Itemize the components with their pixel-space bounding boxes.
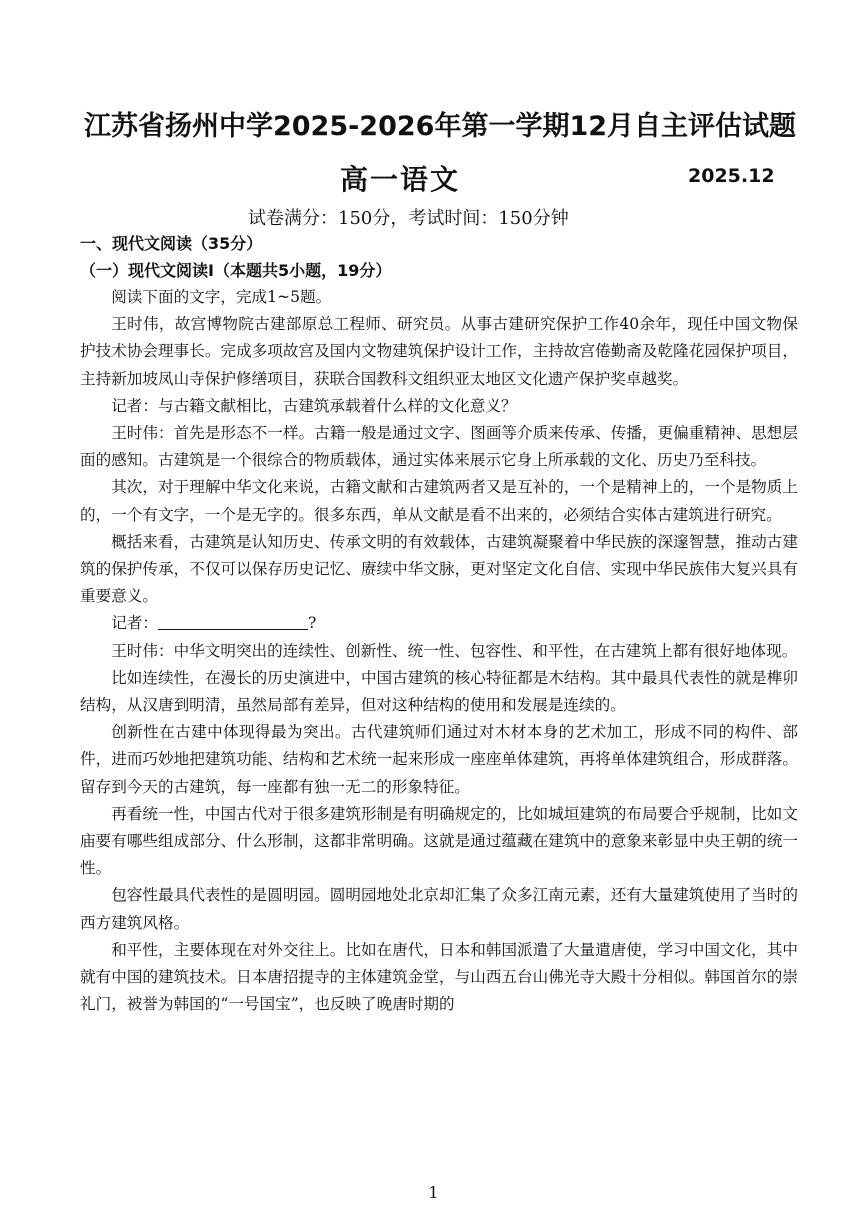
reading-passage bbox=[80, 284, 798, 1018]
page-number: 1 bbox=[428, 1183, 439, 1202]
subject-title: 高一语文 bbox=[340, 163, 461, 196]
question-blank-paragraph bbox=[80, 610, 798, 637]
instruction-paragraph: 阅读下面的文字，完成1~5题。 bbox=[111, 288, 332, 306]
passage-paragraph: 王时伟，故宫博物院古建部原总工程师、研究员。从事古建研究保护工作40余年，现任中国文物保护技术协会理事长。完成多项故宫及国内文物建筑保护设计工作，主持故宫倦勤斋及乾隆花园保护项目，主持新加坡凤山寺保护修缮项目，获联合国教科文组织亚太地区文化遗产保护奖卓越奖。 bbox=[80, 315, 798, 388]
subsection-heading: （一）现代文阅读Ⅰ（本题共5小题，19分） bbox=[80, 261, 392, 280]
passage-paragraph: 其次，对于理解中华文化来说，古籍文献和古建筑两者又是互补的，一个是精神上的，一个是物质上的，一个有文字，一个是无字的。很多东西，单从文献是看不出来的，必须结合实体古建筑进行研究。 bbox=[80, 478, 798, 524]
answer-blank bbox=[158, 614, 308, 631]
exam-info: 试卷满分：150分，考试时间：150分钟 bbox=[248, 208, 569, 229]
passage-paragraph: 再看统一性，中国古代对于很多建筑形制是有明确规定的，比如城垣建筑的布局要合乎规制，比如文庙要有哪些组成部分、什么形制，这都非常明确。这就是通过蕴藏在建筑中的意象来彰显中央王朝的统一性。 bbox=[80, 804, 798, 878]
passage-paragraph: 比如连续性，在漫长的历史演进中，中国古建筑的核心特征都是木结构。其中最具代表性的就是榫卯结构，从汉唐到明清，虽然局部有差异，但对这种结构的使用和发展是连续的。 bbox=[80, 668, 798, 715]
section-heading: 一、现代文阅读（35分） bbox=[80, 234, 263, 253]
passage-paragraph: 王时伟：中华文明突出的连续性、创新性、统一性、包容性、和平性，在古建筑上都有很好地体现。 bbox=[111, 641, 798, 660]
passage-paragraph: 概括来看，古建筑是认知历史、传承文明的有效载体，古建筑凝聚着中华民族的深邃智慧，推动古建筑的保护传承，不仅可以保存历史记忆、赓续中华文脉，更对坚定文化自信、实现中华民族伟大复兴具有重要意义。 bbox=[80, 532, 798, 606]
exam-title: 江苏省扬州中学2025-2026年第一学期12月自主评估试题 bbox=[83, 111, 797, 142]
passage-paragraph: 包容性最具代表性的是圆明园。圆明园地处北京却汇集了众多江南元素，还有大量建筑使用了当时的西方建筑风格。 bbox=[80, 886, 798, 932]
blank-suffix: ? bbox=[307, 614, 317, 633]
passage-paragraph: 创新性在古建中体现得最为突出。古代建筑师们通过对木材本身的艺术加工，形成不同的构件、部件，进而巧妙地把建筑功能、结构和艺术统一起来形成一座座单体建筑，再将单体建筑组合，形成群落。留存到今天的古建筑，每一座都有独一无二的形象特征。 bbox=[80, 723, 798, 796]
passage-paragraph: 王时伟：首先是形态不一样。古籍一般是通过文字、图画等介质来传承、传播，更偏重精神、思想层面的感知。古建筑是一个很综合的物质载体，通过实体来展示它身上所承载的文化、历史乃至科技。 bbox=[80, 424, 798, 470]
blank-prefix: 记者： bbox=[111, 614, 158, 633]
exam-date: 2025.12 bbox=[688, 165, 775, 187]
passage-paragraph: 记者：与古籍文献相比，古建筑承载着什么样的文化意义？ bbox=[111, 396, 517, 415]
passage-paragraph: 和平性，主要体现在对外交往上。比如在唐代，日本和韩国派遣了大量遣唐使，学习中国文化，其中就有中国的建筑技术。日本唐招提寺的主体建筑金堂，与山西五台山佛光寺大殿十分相似。韩国首尔的崇礼门，被誉为韩国的“一号国宝”，也反映了晚唐时期的 bbox=[80, 940, 798, 1014]
